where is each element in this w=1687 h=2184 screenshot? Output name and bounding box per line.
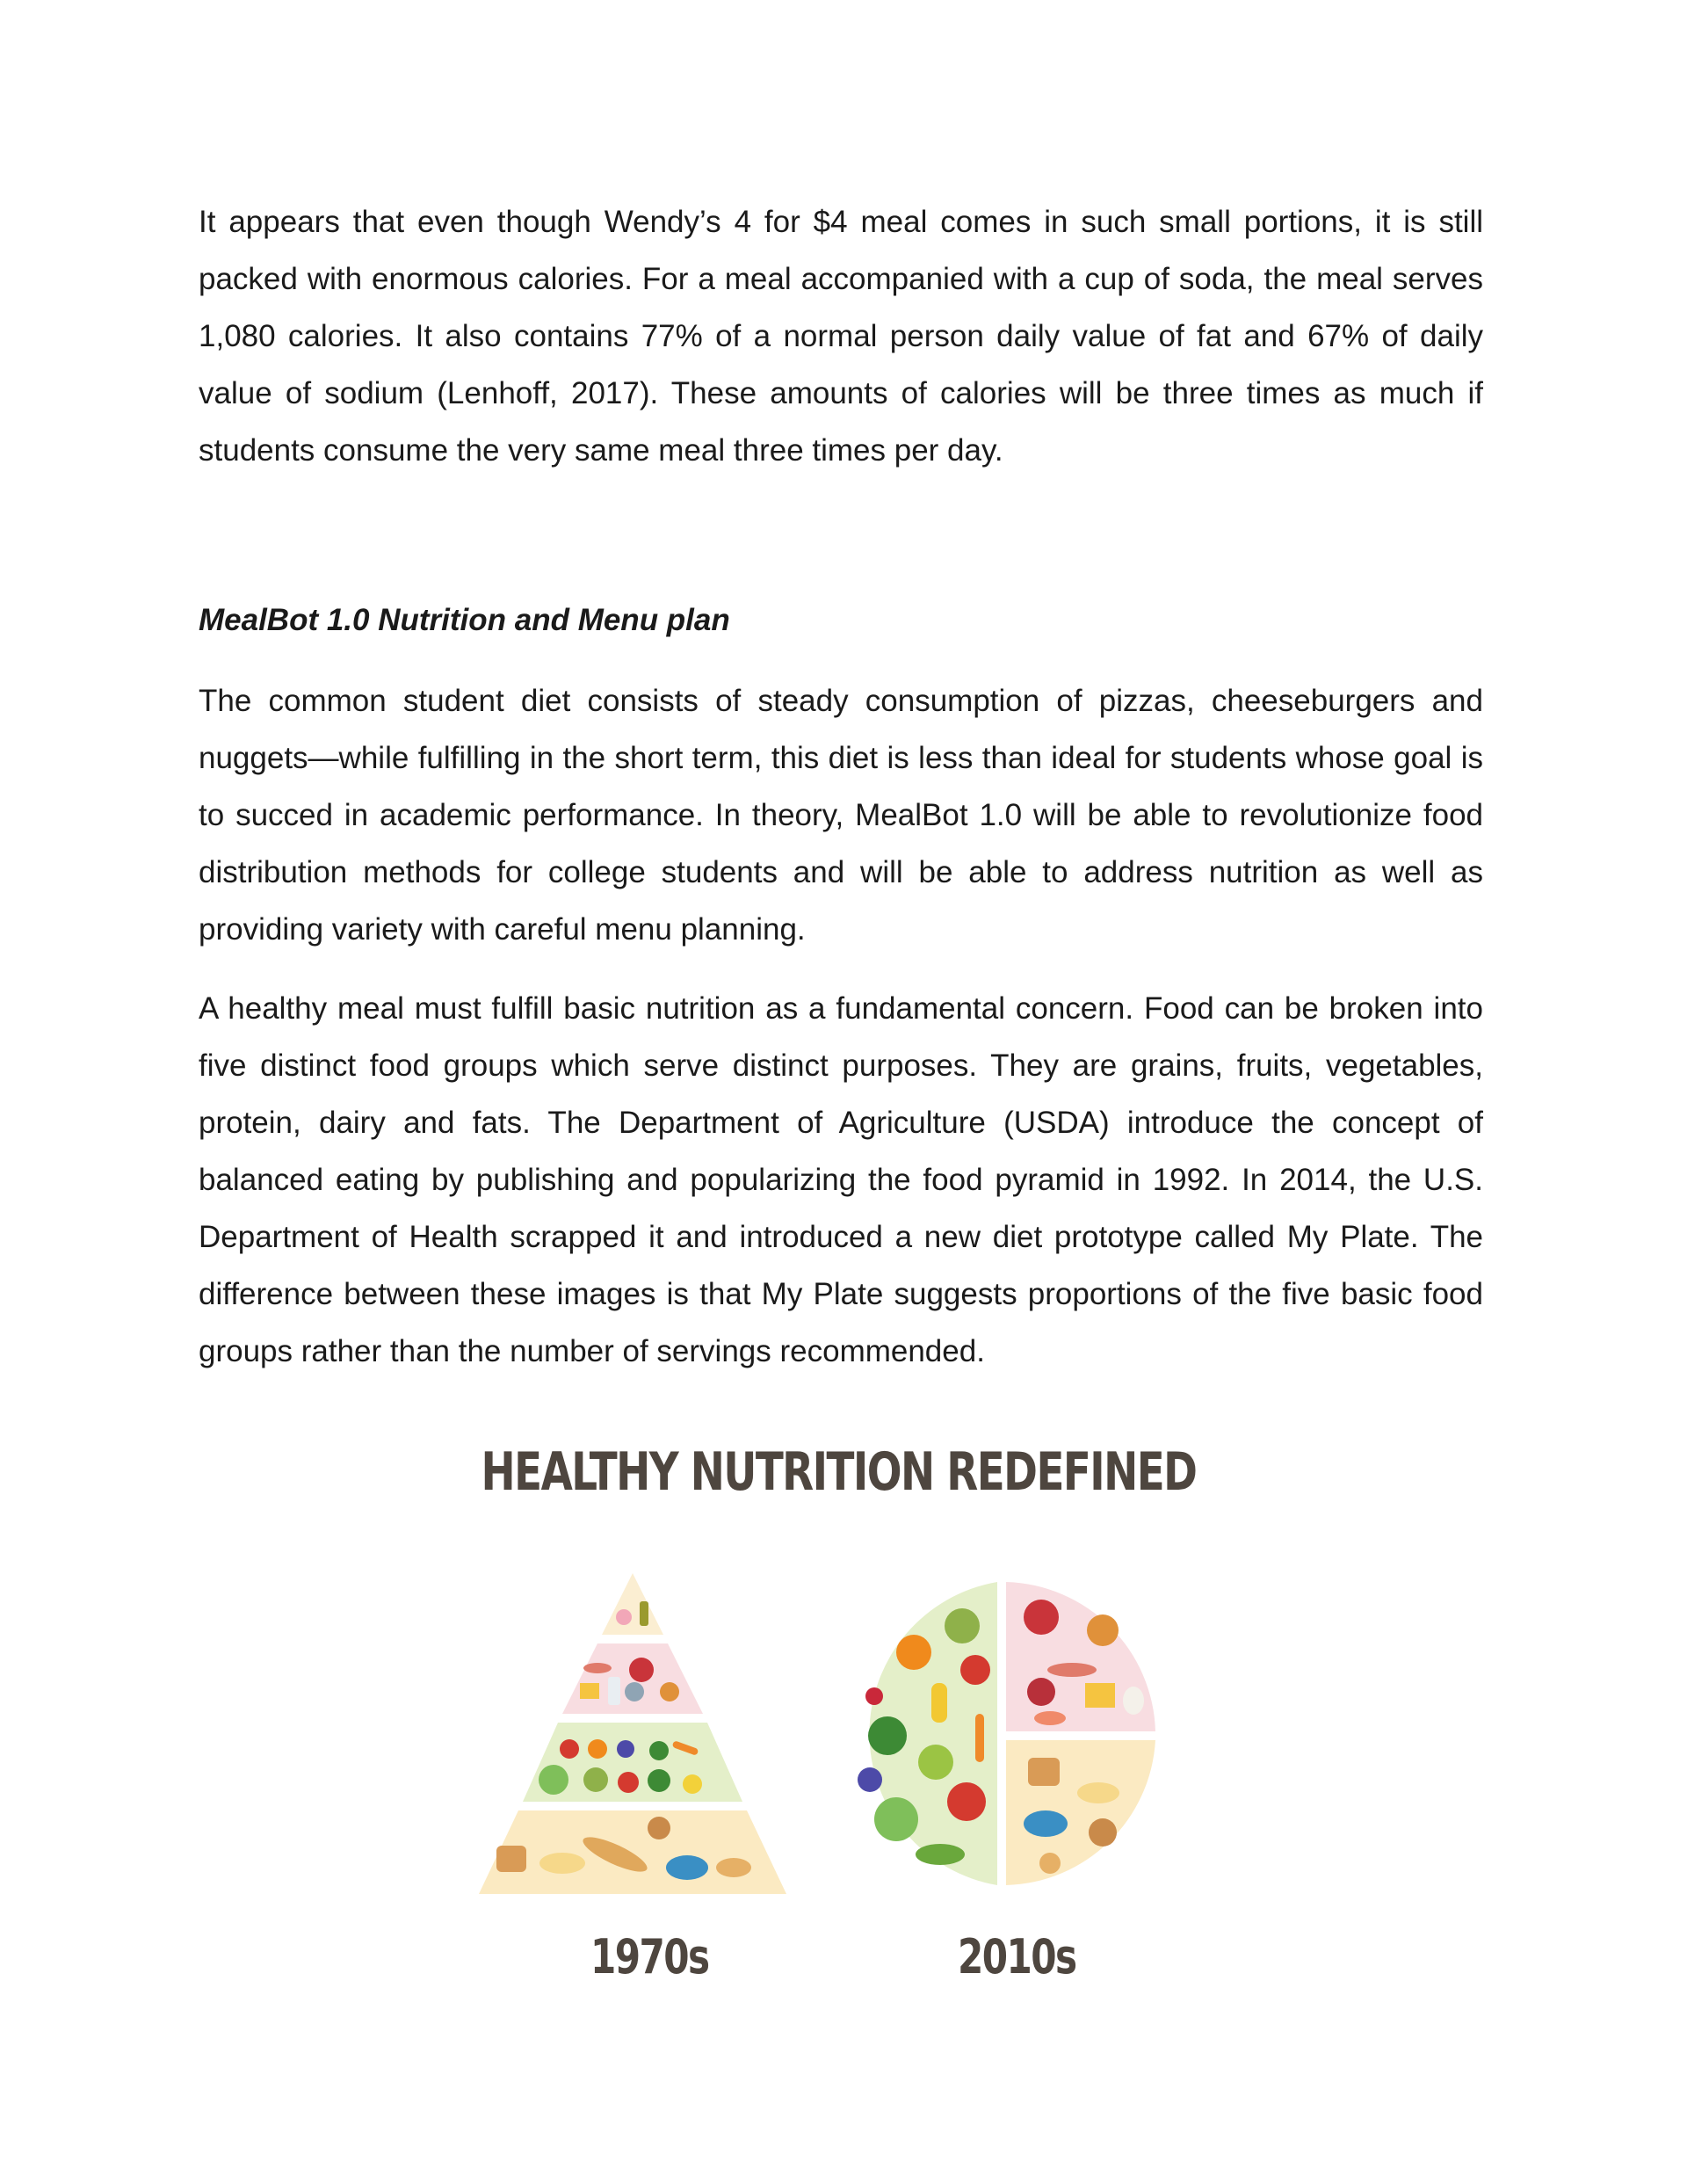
paragraph-healthy-meal: A healthy meal must fulfill basic nutrition as a fundamental concern. Food can be broken into five distinct food groups which serve distinct purposes. They are grains, fruits, vegetables, protein, dairy and fats. The Department of Agriculture (USDA) introduce the concept of balanced eating by publishing and popularizing the food pyramid in 1992. In 2014, the U.S. Department of Health scrapped it and introduced a new diet prototype called My Plate. The difference between these images is that My Plate suggests proportions of the five basic food groups rather than the number of servings recommended.	[199, 991, 1483, 1368]
egg-icon	[1123, 1687, 1144, 1715]
grapes-icon	[617, 1740, 634, 1758]
steak-icon	[1024, 1600, 1059, 1635]
cheese-icon	[580, 1683, 599, 1699]
fish-icon	[625, 1682, 644, 1701]
cupcake-icon	[616, 1609, 632, 1625]
section-heading: MealBot 1.0 Nutrition and Menu plan	[199, 603, 730, 637]
orange-icon	[588, 1739, 607, 1759]
cheese-icon	[1085, 1683, 1115, 1708]
strawberry-icon	[960, 1655, 990, 1685]
shrimp-icon	[1034, 1711, 1066, 1725]
bread-icon	[1028, 1758, 1060, 1786]
bread-icon	[496, 1846, 526, 1872]
chicken-leg-icon	[1087, 1614, 1119, 1646]
pyramid-tier-protein	[562, 1643, 703, 1714]
potato-icon	[648, 1817, 670, 1839]
tomato-icon	[560, 1739, 579, 1759]
carrot-icon	[975, 1714, 984, 1762]
steak2-icon	[1027, 1678, 1055, 1706]
apple-icon	[918, 1745, 953, 1780]
apple-icon	[618, 1772, 639, 1793]
steak-icon	[629, 1658, 654, 1682]
cherry-icon	[865, 1687, 883, 1705]
bacon-icon	[1047, 1663, 1097, 1677]
corn-icon	[931, 1683, 947, 1723]
milk-icon	[608, 1677, 620, 1705]
paragraph-wendys: It appears that even though Wendy’s 4 for $4 meal comes in such small portions, it is still packed with enormous calories. For a meal accompanied with a cup of soda, the meal serves 1,080 calories. It also contains 77% of a normal person daily value of fat and 67% of daily value of sodium (Lenhoff, 2017). These amounts of calories will be three times as much if students consume the very same meal three times per day.	[199, 205, 1483, 468]
food-pyramid	[479, 1573, 786, 1894]
pasta-icon	[539, 1853, 585, 1874]
lettuce-icon	[539, 1765, 568, 1795]
green-veg-icon	[648, 1769, 670, 1792]
pyramid-tier-fats	[602, 1573, 663, 1635]
chicken-leg-icon	[660, 1682, 679, 1701]
figure-title: HEALTHY NUTRITION REDEFINED	[481, 1441, 1197, 1503]
lettuce-icon	[874, 1797, 918, 1841]
grapes-icon	[858, 1767, 882, 1792]
tomato-icon	[947, 1782, 986, 1821]
potato-icon	[1089, 1818, 1117, 1847]
label-2010s: 2010s	[958, 1929, 1076, 1984]
avocado-icon	[583, 1767, 608, 1792]
peas-icon	[916, 1844, 965, 1865]
document-page	[199, 193, 1483, 1380]
orange-icon	[896, 1635, 931, 1670]
pasta-icon	[1077, 1782, 1119, 1803]
broccoli-icon	[649, 1741, 669, 1760]
croissant-icon	[716, 1858, 751, 1877]
oil-bottle-icon	[640, 1601, 648, 1626]
rice-bowl-icon	[1024, 1810, 1068, 1837]
label-1970s: 1970s	[590, 1929, 709, 1984]
paragraph-student-diet: The common student diet consists of steady consumption of pizzas, cheeseburgers and nuggets—while fulfilling in the short term, this diet is less than ideal for students whose goal is to succed in academic performance. In theory, MealBot 1.0 will be able to revolutionize food distribution methods for college students and will be able to address nutrition as well as providing variety with careful menu planning.	[199, 684, 1483, 947]
my-plate	[858, 1582, 1155, 1885]
croissant-icon	[1039, 1853, 1061, 1874]
broccoli-icon	[868, 1716, 907, 1755]
nutrition-figure	[439, 1564, 1213, 1934]
avocado-icon	[945, 1608, 980, 1643]
rice-bowl-icon	[666, 1855, 708, 1880]
bacon-icon	[583, 1663, 612, 1673]
lemon-icon	[683, 1774, 702, 1794]
